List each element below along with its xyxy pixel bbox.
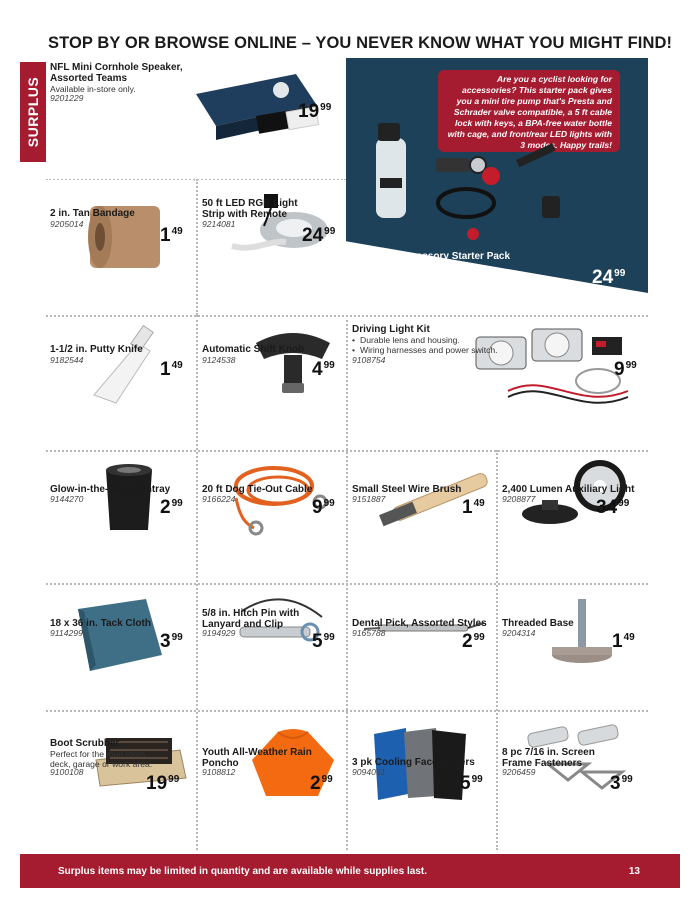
product-name: Glow-in-the-Dark Ashtray	[50, 484, 171, 495]
product-name: 6 pc Bike Accessory Starter Pack	[352, 251, 511, 262]
product-name: Automatic Shift Knob	[202, 344, 305, 355]
product-sku: 9205014	[50, 219, 84, 229]
product-sku: 9124538	[202, 355, 236, 365]
price-dollars: 1	[612, 631, 623, 652]
product-cell[interactable]	[198, 452, 346, 582]
product-cell[interactable]	[46, 317, 194, 449]
page-footer	[20, 854, 680, 888]
featured-product-bike-pack[interactable]	[346, 58, 648, 293]
product-price	[462, 494, 485, 517]
tack-cloth-image	[70, 595, 170, 675]
price-cents: 49	[171, 226, 183, 237]
product-grid	[46, 58, 648, 850]
price-dollars: 24	[592, 267, 614, 288]
price-dollars: 19	[146, 773, 168, 794]
price-dollars: 9	[614, 359, 625, 380]
product-sku: 9100108	[50, 767, 84, 777]
product-cell[interactable]	[198, 180, 346, 314]
price-dollars: 5	[312, 631, 323, 652]
page-headline: STOP BY OR BROWSE ONLINE – YOU NEVER KNOW WHAT YOU MIGHT FIND!	[48, 34, 673, 52]
price-cents: 99	[321, 774, 333, 785]
product-price	[298, 98, 331, 121]
product-name: Dental Pick, Assorted Styles	[352, 618, 487, 629]
product-cell[interactable]	[46, 180, 194, 314]
product-sku: 9206459	[502, 767, 536, 777]
price-dollars: 34	[596, 497, 618, 518]
product-price	[146, 770, 179, 793]
price-cents: 49	[473, 498, 485, 509]
product-name: NFL Mini Cornhole Speaker, Assorted Teams	[50, 62, 183, 84]
product-cell[interactable]	[348, 452, 496, 582]
product-sku: 9144270	[50, 494, 84, 504]
product-price	[596, 494, 629, 517]
product-sku: 9114299	[50, 628, 83, 638]
product-price	[612, 628, 635, 651]
product-cell[interactable]	[348, 317, 648, 449]
price-cents: 99	[324, 226, 336, 237]
bullet-dot: •	[352, 335, 356, 345]
product-name: 3 pk Cooling Face Gaiters	[352, 757, 475, 768]
product-name: Youth All-Weather Rain Poncho	[202, 747, 312, 769]
product-price	[460, 770, 483, 793]
product-cell[interactable]	[46, 58, 346, 178]
product-name: 50 ft LED RGB Light Strip with Remote	[202, 198, 298, 220]
price-cents: 99	[168, 774, 180, 785]
product-description: Perfect for the mud room, deck, garage or work area.	[50, 749, 153, 769]
price-cents: 49	[623, 632, 635, 643]
price-dollars: 4	[312, 359, 323, 380]
feature-callout: Are you a cyclist looking for accessories? This starter pack gives you a mini tire pump that's Presta and Schrader valve compatible, a 5 ft cable lock with keys, a BPA-free water bottle with cage, and front/rear LED lights with 3 modes. Happy trails!	[438, 70, 620, 152]
price-cents: 99	[614, 268, 626, 279]
product-price	[462, 628, 485, 651]
product-name: 8 pc 7/16 in. Screen Frame Fasteners	[502, 747, 595, 769]
price-cents: 99	[473, 632, 485, 643]
product-sku: 9201229	[50, 93, 84, 103]
product-sku: 9208877	[502, 494, 536, 504]
price-cents: 49	[171, 360, 183, 371]
product-bullet: Wiring harnesses and power switch.	[360, 345, 498, 355]
product-price	[610, 770, 633, 793]
price-cents: 99	[323, 632, 335, 643]
product-sku: 9194929	[202, 628, 236, 638]
bike-accessories-image	[366, 118, 566, 238]
side-tab-label: SURPLUS	[25, 76, 41, 148]
product-price	[160, 628, 183, 651]
product-cell[interactable]	[198, 712, 346, 850]
price-cents: 99	[471, 774, 483, 785]
product-name: Boot Scrubber	[50, 738, 120, 749]
product-cell[interactable]	[198, 585, 346, 709]
product-name: 1-1/2 in. Putty Knife	[50, 344, 143, 355]
product-price	[312, 628, 335, 651]
product-name: Small Steel Wire Brush	[352, 484, 462, 495]
price-dollars: 1	[160, 225, 171, 246]
product-name: 5/8 in. Hitch Pin with Lanyard and Clip	[202, 608, 300, 630]
price-dollars: 3	[610, 773, 621, 794]
price-cents: 99	[621, 774, 633, 785]
price-dollars: 1	[462, 497, 473, 518]
product-sku: 9108754	[352, 355, 386, 365]
product-cell[interactable]	[46, 585, 194, 709]
surplus-side-tab	[20, 62, 46, 162]
price-dollars: 3	[160, 631, 171, 652]
product-cell[interactable]	[46, 712, 194, 850]
price-cents: 99	[323, 360, 335, 371]
price-cents: 99	[171, 498, 183, 509]
price-cents: 99	[618, 498, 630, 509]
price-dollars: 1	[160, 359, 171, 380]
bullet-dot: •	[352, 345, 356, 355]
threaded-base-image	[542, 595, 622, 675]
product-sku: 9166224	[202, 494, 236, 504]
product-name: 2,400 Lumen Auxiliary Light	[502, 484, 635, 495]
ashtray-image	[94, 460, 164, 536]
product-cell[interactable]	[46, 452, 194, 582]
product-sku: 9204314	[502, 628, 536, 638]
product-description: Available in-store only.	[50, 84, 136, 94]
product-sku: 9151887	[352, 494, 386, 504]
product-sku: 9182544	[50, 355, 84, 365]
price-dollars: 2	[462, 631, 473, 652]
product-sku: 9094061	[352, 767, 386, 777]
footer-note: Surplus items may be limited in quantity and are available while supplies last.	[58, 865, 427, 877]
product-name: Driving Light Kit	[352, 324, 430, 335]
page-number: 13	[628, 865, 640, 877]
product-name: 20 ft Dog Tie-Out Cable	[202, 484, 313, 495]
product-cell[interactable]	[498, 712, 648, 850]
price-dollars: 5	[460, 773, 471, 794]
product-price	[310, 770, 333, 793]
price-dollars: 19	[298, 101, 320, 122]
product-price	[312, 494, 335, 517]
product-cell[interactable]	[498, 452, 648, 582]
product-sku: 9108812	[202, 767, 236, 777]
price-dollars: 9	[312, 497, 323, 518]
product-cell[interactable]	[348, 712, 496, 850]
product-cell[interactable]	[198, 317, 346, 449]
price-cents: 99	[171, 632, 183, 643]
product-sku: 9165788	[352, 628, 386, 638]
product-bullet: Durable lens and housing.	[360, 335, 460, 345]
price-cents: 99	[323, 498, 335, 509]
price-cents: 99	[625, 360, 637, 371]
product-sku: 9155789	[352, 262, 386, 272]
price-cents: 99	[320, 102, 332, 113]
product-price	[312, 356, 335, 379]
product-sku: 9214081	[202, 219, 236, 229]
price-dollars: 24	[302, 225, 324, 246]
product-cell[interactable]	[348, 585, 496, 709]
price-dollars: 2	[310, 773, 321, 794]
product-price	[592, 264, 625, 287]
product-name: 2 in. Tan Bandage	[50, 208, 135, 219]
product-price	[160, 494, 183, 517]
product-price	[614, 356, 637, 379]
product-name: Threaded Base	[502, 618, 574, 629]
product-price	[160, 222, 183, 245]
product-price	[160, 356, 183, 379]
product-name: 18 x 36 in. Tack Cloth	[50, 618, 151, 629]
price-dollars: 2	[160, 497, 171, 518]
product-price	[302, 222, 335, 245]
product-cell[interactable]	[498, 585, 648, 709]
